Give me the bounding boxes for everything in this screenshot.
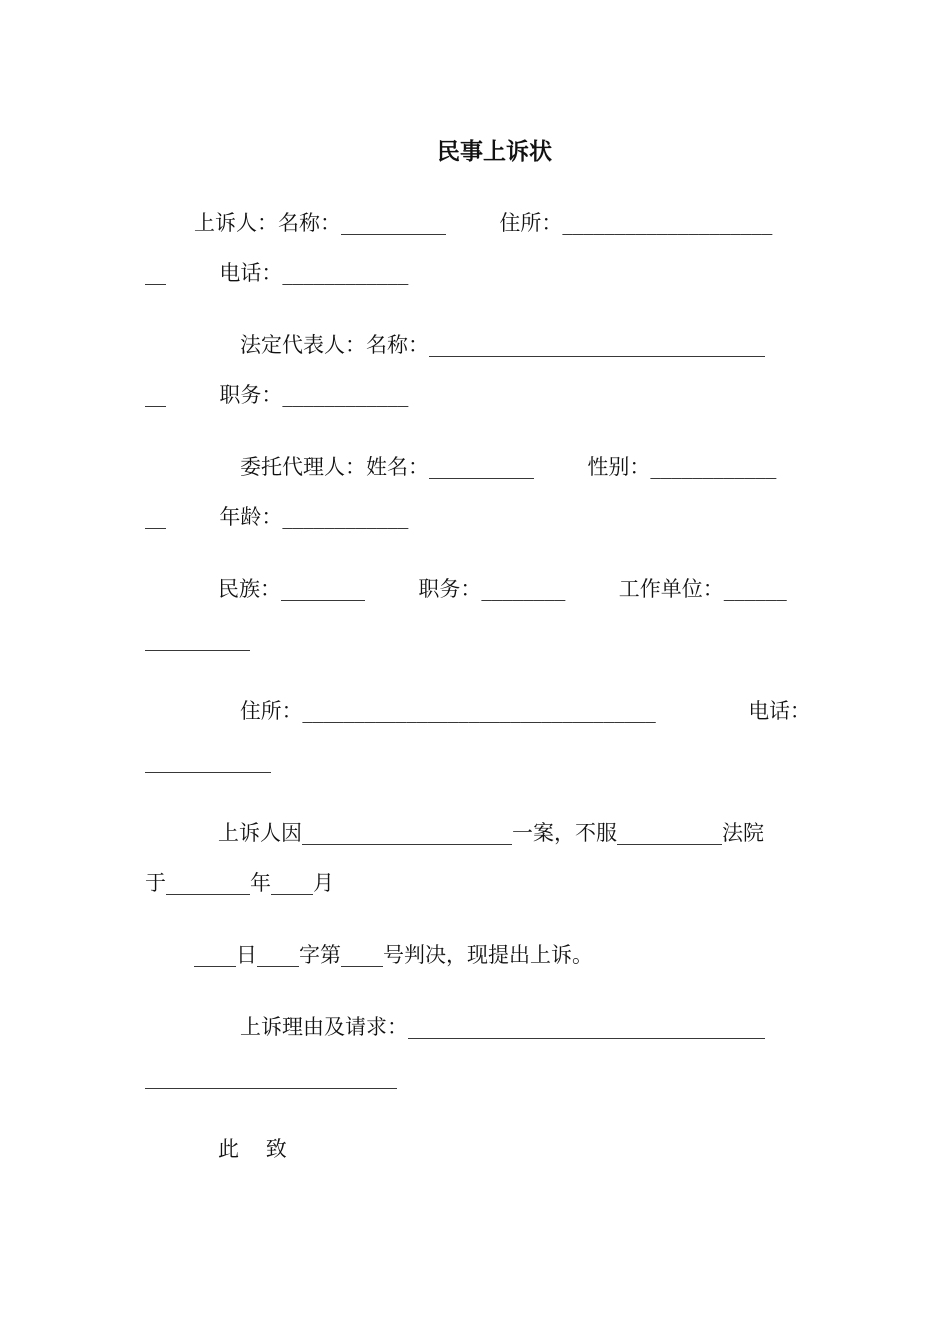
address-line: 住所：__________________________________ 电话：	[240, 699, 811, 723]
appeal-reasons-continuation-line: ________________________	[145, 1065, 397, 1089]
legal-rep-position-line: __ 职务：____________	[145, 383, 409, 407]
appellant-line: 上诉人：名称：__________ 住所：____________________	[194, 211, 773, 235]
ethnicity-line: 民族：________ 职务：________ 工作单位：______	[218, 577, 787, 601]
appeal-date-line: 于________年____月	[145, 871, 334, 895]
closing-salutation: 此 致	[218, 1137, 287, 1161]
judgment-line: ____日____字第____号判决，现提出上诉。	[194, 943, 593, 967]
appeal-reasons-line: 上诉理由及请求：__________________________________	[240, 1015, 765, 1039]
appellant-phone-line: __ 电话：____________	[145, 261, 409, 285]
document-title: 民事上诉状	[437, 138, 552, 165]
legal-rep-line: 法定代表人：名称：________________________________	[240, 333, 765, 357]
appeal-case-line: 上诉人因____________________一案，不服__________法院	[218, 821, 764, 845]
agent-line: 委托代理人：姓名：__________ 性别：____________	[240, 455, 777, 479]
agent-age-line: __ 年龄：____________	[145, 505, 409, 529]
phone-continuation-line: ____________	[145, 749, 271, 773]
workplace-continuation-line: __________	[145, 627, 250, 651]
